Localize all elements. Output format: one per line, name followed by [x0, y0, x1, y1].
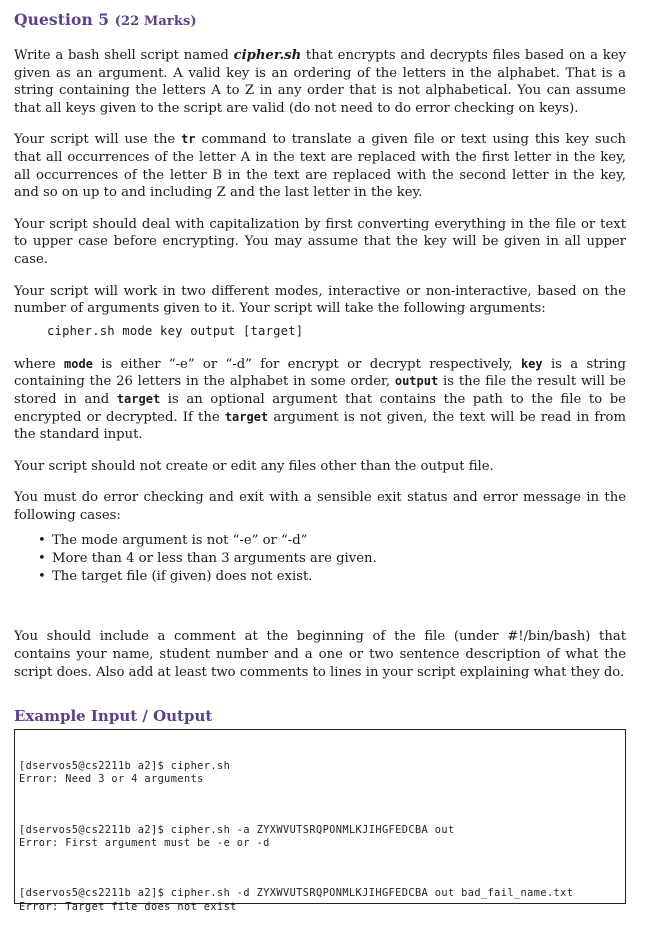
paragraph-output-only: Your script should not create or edit any files other than the output file.	[14, 458, 494, 474]
tr-command: tr	[181, 132, 196, 147]
terminal-block	[19, 887, 621, 914]
question-heading	[14, 10, 626, 29]
paragraph-intro	[14, 47, 626, 117]
terminal-output: Error: Need 3 or 4 arguments	[19, 773, 204, 786]
list-item: • More than 4 or less than 3 arguments are given.	[38, 550, 626, 568]
paragraph-arguments	[14, 356, 626, 444]
arg-target: target	[116, 391, 161, 406]
text: argument is not given, the text will be read in from the standard input.	[14, 409, 626, 443]
arg-output: output	[394, 374, 439, 389]
question-marks: (22 Marks)	[114, 14, 197, 29]
text: is a string containing the 26 letters in the alphabet in some order,	[14, 356, 626, 390]
arg-key: key	[520, 356, 543, 371]
terminal-block	[19, 760, 621, 787]
terminal-command: [dservos5@cs2211b a2]$ cipher.sh	[19, 760, 231, 773]
example-terminal	[14, 729, 626, 913]
example-heading: Example Input / Output	[14, 707, 213, 726]
text: is either “-e” or “-d” for encrypt or decrypt respectively,	[92, 356, 521, 372]
error-cases-list	[14, 532, 626, 586]
text: command to translate a given file or text using this key such that all occurrences of the letter A in the text are replaced with the first letter in the key, all occurrences of the letter B in the text are replaced with the second letter in the key, and so on up to and including Z and the last letter in the key.	[14, 132, 626, 201]
arg-mode: mode	[64, 356, 93, 371]
terminal-output: Error: Target file does not exist	[19, 900, 237, 913]
script-name: cipher.sh	[233, 48, 302, 63]
paragraph-capitalization: Your script should deal with capitalization by first converting everything in the file or text to upper case before encrypting. You may assume that the key will be given in all upper case.	[14, 216, 626, 267]
arg-target: target	[224, 409, 269, 424]
paragraph-error-checking: You must do error checking and exit with a sensible exit status and error message in the following cases:	[14, 490, 626, 523]
terminal-output: Error: First argument must be -e or -d	[19, 837, 270, 850]
paragraph-tr	[14, 131, 626, 201]
terminal-block	[19, 824, 621, 851]
list-item: • The mode argument is not “-e” or “-d”	[38, 532, 626, 550]
text: is an optional argument that contains the path to the file to be encrypted or decrypted. If the	[14, 391, 626, 425]
terminal-command: [dservos5@cs2211b a2]$ cipher.sh -a ZYXWVUTSRQPONMLKJIHGFEDCBA out	[19, 823, 455, 836]
text: that encrypts and decrypts files based on a key given as an argument. A valid key is an ordering of the letters in the alphabet. That is a string containing the letters A to Z in any order that is not alphabetical. You can assume that all keys given to the script are valid (do not need to do error checking on keys).	[14, 48, 626, 116]
page	[14, 6, 626, 913]
text: Your script will use the	[14, 132, 182, 148]
text: is the file the result will be stored in and	[14, 374, 626, 407]
usage-line: cipher.sh mode key output [target]	[47, 323, 304, 338]
list-item: • The target file (if given) does not exist.	[38, 568, 626, 586]
terminal-command: [dservos5@cs2211b a2]$ cipher.sh -d ZYXWVUTSRQPONMLKJIHGFEDCBA out bad_fail_name.txt	[19, 887, 574, 900]
paragraph-comments: You should include a comment at the beginning of the file (under #!/bin/bash) that contains your name, student number and a one or two sentence description of what the script does. Also add at least two comments to lines in your script explaining what they do.	[14, 629, 626, 680]
question-title: Question 5	[14, 10, 110, 29]
paragraph-modes: Your script will work in two different modes, interactive or non-interactive, based on the number of arguments given to it. Your script will take the following arguments:	[14, 283, 626, 317]
text: Write a bash shell script named	[14, 48, 234, 63]
text: where	[14, 356, 65, 372]
